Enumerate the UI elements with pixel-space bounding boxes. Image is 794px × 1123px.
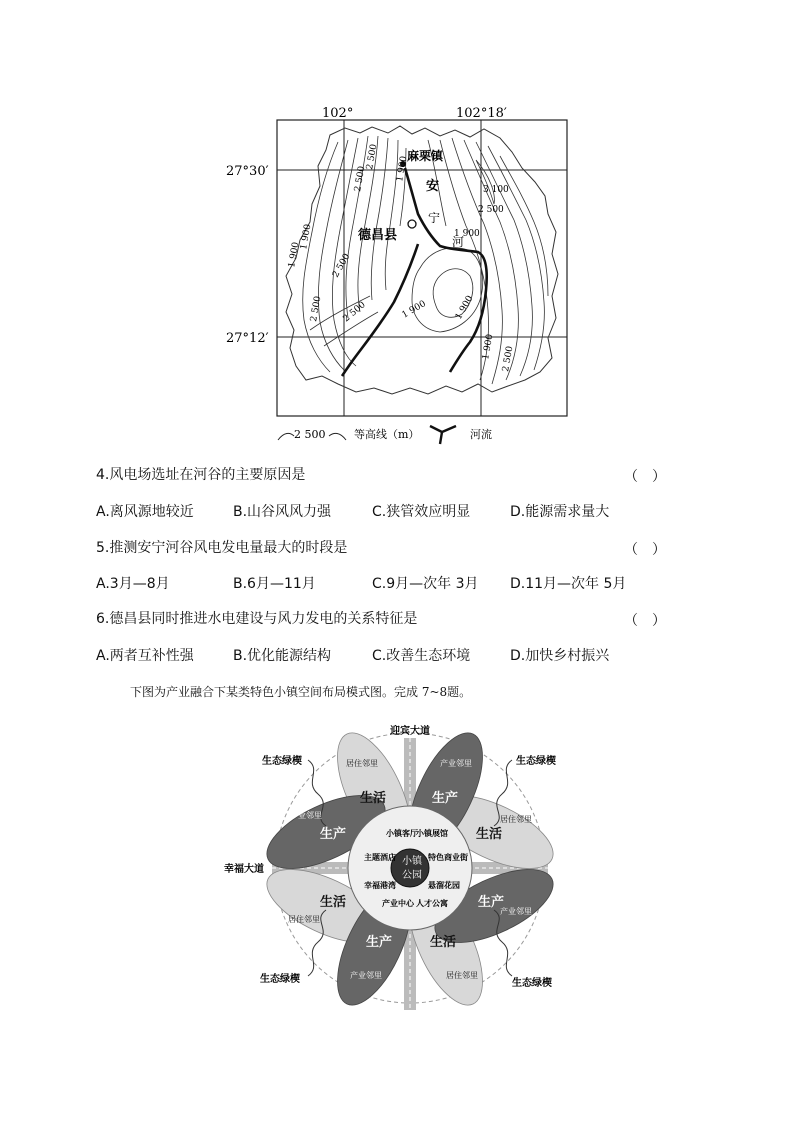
svg-text:1 900: 1 900 (454, 229, 480, 239)
q6-option-d: D.加快乡村振兴 (510, 648, 610, 664)
q5-option-a: A.3月—8月 (96, 576, 170, 592)
topographic-map (0, 0, 794, 450)
svg-text:2 500: 2 500 (309, 295, 324, 323)
question-4-paren: （ ） (624, 469, 666, 485)
svg-text:幸福港湾: 幸福港湾 (364, 880, 396, 890)
svg-text:2 500: 2 500 (341, 300, 368, 325)
svg-text:河流: 河流 (470, 428, 492, 441)
question-6-paren: （ ） (624, 613, 666, 629)
map-legend (278, 426, 492, 444)
question-5-paren: （ ） (624, 542, 666, 558)
region-outline (286, 126, 558, 394)
river-label-1: 安 (426, 179, 440, 194)
q6-option-a: A.两者互补性强 (96, 648, 194, 664)
q4-option-c: C.狭管效应明显 (372, 504, 471, 520)
svg-text:特色商业街: 特色商业街 (428, 852, 468, 862)
svg-text:生活: 生活 (430, 935, 457, 950)
center-label-2: 公园 (402, 870, 422, 881)
svg-text:悬溜花园: 悬溜花园 (428, 880, 460, 890)
svg-text:生产: 生产 (432, 791, 459, 806)
svg-text:2 500: 2 500 (365, 143, 380, 171)
question-6-stem: 6.德昌县同时推进水电建设与风力发电的关系特征是 (96, 611, 418, 627)
svg-text:生活: 生活 (320, 895, 347, 910)
q4-option-d: D.能源需求量大 (510, 504, 610, 520)
svg-text:1 900: 1 900 (453, 294, 476, 322)
svg-text:1 900: 1 900 (287, 241, 302, 269)
svg-text:2 500: 2 500 (353, 165, 368, 193)
svg-text:产业邻里: 产业邻里 (500, 907, 532, 916)
eco-label-nw: 生态绿楔 (262, 756, 302, 767)
svg-text:居住邻里: 居住邻里 (346, 759, 378, 768)
svg-text:生产: 生产 (478, 895, 505, 910)
eco-label-se: 生态绿楔 (512, 978, 552, 989)
town-park (391, 849, 429, 887)
svg-text:居住邻里: 居住邻里 (288, 915, 320, 924)
svg-text:小镇客厅: 小镇客厅 (386, 828, 418, 838)
lon-left-label: 102° (322, 106, 354, 121)
river-label-3: 河 (452, 235, 465, 249)
town-label: 麻栗镇 (407, 149, 444, 163)
eco-label-ne: 生态绿楔 (516, 756, 556, 767)
svg-text:人才公寓: 人才公寓 (416, 898, 448, 908)
town-layout-diagram (0, 700, 794, 1030)
svg-text:1 900: 1 900 (299, 223, 314, 251)
svg-text:1 900: 1 900 (481, 333, 496, 361)
river-legend-icon (430, 426, 456, 444)
eco-label-sw: 生态绿楔 (260, 974, 300, 985)
q6-option-b: B.优化能源结构 (233, 648, 332, 664)
road-left-label: 幸福大道 (224, 864, 264, 875)
svg-text:居住邻里: 居住邻里 (500, 815, 532, 824)
diagram-intro: 下图为产业融合下某类特色小镇空间布局模式图。完成 7~8题。 (130, 685, 472, 699)
svg-text:2 500: 2 500 (330, 252, 353, 280)
svg-text:生产: 生产 (320, 827, 347, 842)
river-label-2: 宁 (428, 211, 441, 225)
q5-option-c: C.9月—次年 3月 (372, 576, 479, 592)
lat-bottom-label: 27°12′ (226, 331, 269, 346)
road-top-label: 迎宾大道 (390, 726, 430, 737)
svg-text:产业邻里: 产业邻里 (350, 971, 382, 980)
svg-text:等高线（m）: 等高线（m） (354, 428, 420, 441)
svg-text:3 100: 3 100 (483, 185, 509, 195)
lat-top-label: 27°30′ (226, 164, 269, 179)
anning-river (405, 168, 487, 372)
county-label: 德昌县 (358, 228, 398, 243)
county-point (408, 220, 416, 228)
svg-text:1 900: 1 900 (395, 155, 410, 183)
question-5-stem: 5.推测安宁河谷风电发电量最大的时段是 (96, 540, 348, 556)
question-4-stem: 4.风电场选址在河谷的主要原因是 (96, 467, 306, 483)
svg-text:1 900: 1 900 (400, 299, 428, 321)
svg-text:产业邻里: 产业邻里 (440, 759, 472, 768)
svg-text:生活: 生活 (476, 827, 503, 842)
svg-text:生产: 生产 (366, 935, 393, 950)
svg-text:生活: 生活 (360, 791, 387, 806)
q4-option-a: A.离风源地较近 (96, 504, 194, 520)
svg-text:居住邻里: 居住邻里 (446, 971, 478, 980)
svg-text:2 500: 2 500 (294, 428, 326, 441)
svg-text:产业邻里: 产业邻里 (290, 811, 322, 820)
q6-option-c: C.改善生态环境 (372, 648, 471, 664)
lon-right-label: 102°18′ (456, 106, 507, 121)
q4-option-b: B.山谷风风力强 (233, 504, 332, 520)
svg-text:2 500: 2 500 (478, 205, 504, 215)
svg-text:产业中心: 产业中心 (382, 898, 414, 908)
center-label-1: 小镇 (402, 856, 422, 867)
q5-option-d: D.11月—次年 5月 (510, 576, 627, 592)
svg-text:主题酒店: 主题酒店 (364, 852, 396, 862)
svg-text:小镇展馆: 小镇展馆 (416, 828, 448, 838)
svg-text:2 500: 2 500 (501, 345, 516, 373)
q5-option-b: B.6月—11月 (233, 576, 316, 592)
